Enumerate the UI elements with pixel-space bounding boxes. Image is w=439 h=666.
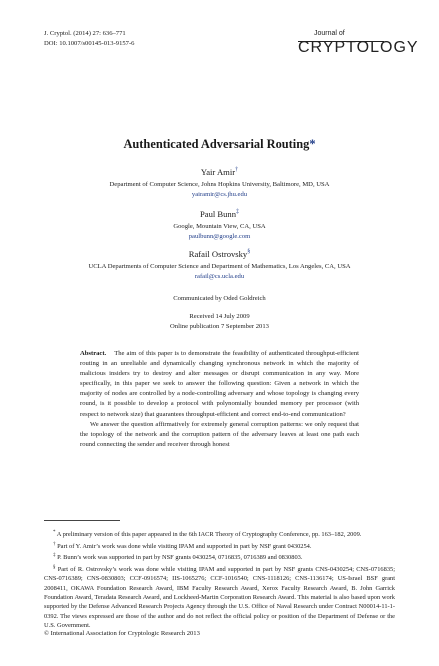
received-date: Received 14 July 2009 xyxy=(189,313,250,320)
author-affiliation: Department of Computer Science, Johns Hopkins University, Baltimore, MD, USA xyxy=(109,181,330,188)
footnote xyxy=(44,540,395,552)
doi-line: DOI: 10.1007/s00145-013-9157-6 xyxy=(44,39,135,47)
author-footnote-marker[interactable]: § xyxy=(247,249,251,256)
footnote-marker: § xyxy=(53,564,56,570)
author-email-link[interactable]: paulbunn@google.com xyxy=(188,233,251,240)
author-name: Rafail Ostrovsky§ xyxy=(188,249,251,259)
paper-title xyxy=(0,137,439,152)
footnote-text: Part of Y. Amir’s work was done while visiting IPAM and supported in part by NSF grant 0430254. xyxy=(57,542,312,550)
footnote-marker: † xyxy=(53,541,56,547)
author-email-link[interactable]: yairamir@cs.jhu.edu xyxy=(191,191,248,198)
footnote-text: P. Bunn’s work was supported in part by NSF grants 0430254, 0716835, 0716389 and 0830803. xyxy=(57,554,303,562)
footnote xyxy=(44,528,395,540)
author-footnote-marker[interactable]: † xyxy=(235,167,239,174)
footnote xyxy=(44,563,395,631)
logo-small-text: Journal of xyxy=(314,30,345,37)
author-name: Yair Amir† xyxy=(200,167,239,177)
footnotes xyxy=(44,528,395,631)
author-name: Paul Bunn‡ xyxy=(199,209,240,219)
abstract-paragraph xyxy=(80,349,359,420)
journal-logo xyxy=(298,30,419,59)
footnote-text: A preliminary version of this paper appeared in the 6th IACR Theory of Cryptography Conference, pp. 163–182, 2009. xyxy=(56,531,362,539)
title-footnote-marker[interactable]: * xyxy=(309,137,316,151)
journal-citation: J. Cryptol. (2014) 27: 636–771 xyxy=(44,30,126,37)
author-affiliation: UCLA Departments of Computer Science and Department of Mathematics, Los Angeles, CA, USA xyxy=(88,263,351,270)
author-email-link[interactable]: rafail@cs.ucla.edu xyxy=(194,273,245,280)
author-footnote-marker[interactable]: ‡ xyxy=(236,209,240,216)
abstract-label: Abstract. xyxy=(80,350,107,357)
paper-title-text: Authenticated Adversarial Routing xyxy=(123,137,310,151)
copyright-footer: © International Association for Cryptologic Research 2013 xyxy=(44,630,200,637)
logo-wordmark: CRYPTOLOGY xyxy=(298,39,419,56)
online-publication-date: Online publication 7 September 2013 xyxy=(170,323,269,330)
footnote-rule xyxy=(44,520,120,521)
author-affiliation: Google, Mountain View, CA, USA xyxy=(173,223,266,230)
abstract-text: The aim of this paper is to demonstrate the feasibility of authenticated throughput-efficient routing in an unreliable and dynamically changing synchronous network in which the majority of malicious insiders try to destroy and alter messages or disrupt communication in any way. More specifically, in this paper we seek to answer the following question: Given a network in which the majority of nodes are controlled by a node-controlling adversary and whose topology is changing every round, is it possible to develop a protocol with polynomially bounded memory per processor (with respect to network size) that guarantees throughput-efficient and correct end-to-end communication? xyxy=(80,350,359,418)
footnote-text: Part of R. Ostrovsky’s work was done while visiting IPAM and supported in part by NSF grants CNS-0430254; CNS-0716835; CNS-0716389; CNS-0830803; CCF-0916574; IIS-1065276; CCF-1016540; CNS-1118126; CNS-1136174; US-Israel BSF grant 2008411, OKAWA Foundation Research Award, IBM Faculty Research Award, Xerox Faculty Research Award, B. John Garrick Foundation Award, Teradata Research Award, and Lockheed-Martin Corporation Research Award. This material is also based upon work supported by the Defense Advanced Research Projects Agency through the U.S. Office of Naval Research under Contract N00014-11-1-0392. The views expressed are those of the author and do not reflect the official policy or position of the Department of Defense or the U.S. Government. xyxy=(44,565,395,630)
footnote-marker: ‡ xyxy=(53,553,56,559)
abstract xyxy=(80,349,359,450)
abstract-paragraph: We answer the question affirmatively for extremely general corruption patterns: we only request that the topology of the network and the corruption pattern of the adversary leaves at least one path each round connecting the sender and receiver through honest xyxy=(80,420,359,448)
footnote xyxy=(44,551,395,563)
communicated-by: Communicated by Oded Goldreich xyxy=(173,295,266,302)
journal-header xyxy=(44,29,134,48)
footnote-marker: * xyxy=(53,530,56,535)
